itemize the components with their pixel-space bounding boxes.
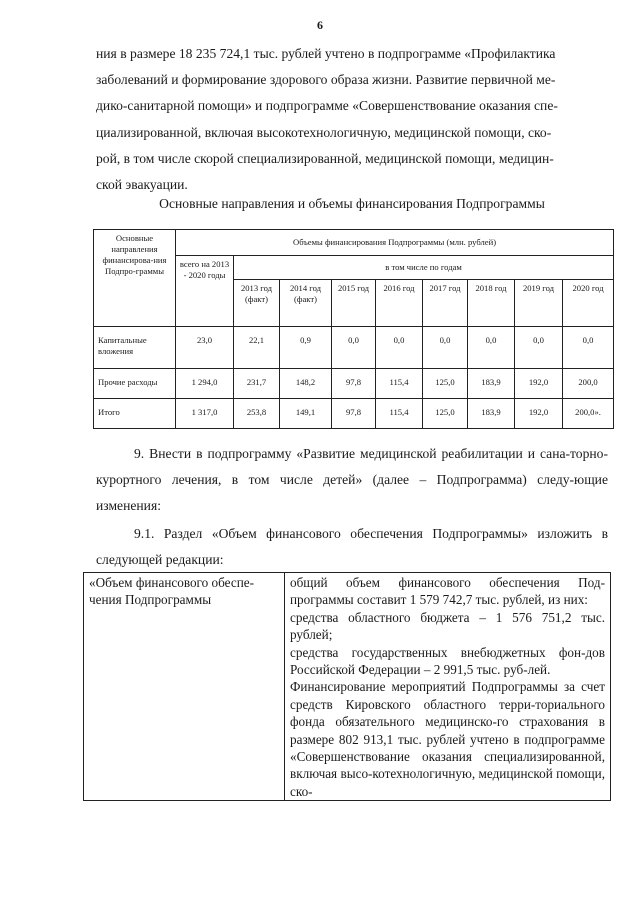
cell-value: 23,0 xyxy=(176,327,234,369)
year-header: 2016 год xyxy=(376,280,423,327)
volume-text-line: Финансирование мероприятий Подпрограммы за счет средств Кировского областного терри-ториального фонда обязательного медицинско-го страхования в размере 802 913,1 тыс. рублей учтено в подпрограмме «Совершенствование оказания специализированной, включая высо-котехнологичную, медицинской помощи, ско- xyxy=(290,679,605,799)
volume-label: «Объем финансового обеспе-чения Подпрограммы xyxy=(84,573,285,801)
cell-value: 125,0 xyxy=(423,369,468,399)
row-label: Прочие расходы xyxy=(94,369,176,399)
year-header: 2018 год xyxy=(468,280,515,327)
intro-line: циализированной, включая высокотехнологичную, медицинской помощи, ско- xyxy=(96,124,552,140)
year-header: 2015 год xyxy=(332,280,376,327)
volume-text-line: средства государственных внебюджетных фон-дов Российской Федерации – 2 991,5 тыс. руб-лей. xyxy=(290,644,605,678)
cell-value: 149,1 xyxy=(280,399,332,429)
cell-value: 1 294,0 xyxy=(176,369,234,399)
cell-value: 115,4 xyxy=(376,369,423,399)
intro-line: ской эвакуации. xyxy=(96,177,188,193)
volume-table-wrapper xyxy=(83,572,613,835)
col-header-volumes: Объемы финансирования Подпрограммы (млн. рублей) xyxy=(176,230,614,256)
cell-value: 231,7 xyxy=(234,369,280,399)
cell-value: 0,9 xyxy=(280,327,332,369)
intro-line: рой, в том числе скорой специализированной, медицинской помощи, медицин- xyxy=(96,150,554,166)
col-header-total: всего на 2013 - 2020 годы xyxy=(176,256,234,327)
cell-value: 0,0 xyxy=(515,327,563,369)
cell-value: 0,0 xyxy=(468,327,515,369)
year-header: 2014 год (факт) xyxy=(280,280,332,327)
row-label: Итого xyxy=(94,399,176,429)
year-header: 2020 год xyxy=(563,280,614,327)
cell-value: 0,0 xyxy=(563,327,614,369)
row-label: Капитальные вложения xyxy=(94,327,176,369)
cell-value: 115,4 xyxy=(376,399,423,429)
cell-value: 183,9 xyxy=(468,369,515,399)
intro-line: заболеваний и формирование здорового образа жизни. Развитие первичной ме- xyxy=(96,72,556,88)
cell-value: 0,0 xyxy=(376,327,423,369)
year-header: 2013 год (факт) xyxy=(234,280,280,327)
cell-value: 97,8 xyxy=(332,399,376,429)
cell-value: 0,0 xyxy=(332,327,376,369)
table-row xyxy=(94,369,614,399)
table-caption: Основные направления и объемы финансирования Подпрограммы xyxy=(159,196,545,211)
cell-value: 200,0». xyxy=(563,399,614,429)
cell-value: 1 317,0 xyxy=(176,399,234,429)
volume-table xyxy=(83,572,611,801)
intro-paragraph xyxy=(96,41,608,198)
cell-value: 253,8 xyxy=(234,399,280,429)
year-header: 2017 год xyxy=(423,280,468,327)
cell-value: 192,0 xyxy=(515,399,563,429)
year-header: 2019 год xyxy=(515,280,563,327)
paragraph-9: 9. Внести в подпрограмму «Развитие медицинской реабилитации и сана-торно-курортного лечения, в том числе детей» (далее – Подпрограмма) следу-ющие изменения: xyxy=(96,446,608,513)
page-number: 6 xyxy=(317,18,323,32)
cell-value: 183,9 xyxy=(468,399,515,429)
intro-line: дико-санитарной помощи» и подпрограмме «Совершенствование оказания спе- xyxy=(96,98,558,114)
cell-value: 192,0 xyxy=(515,369,563,399)
volume-text xyxy=(285,573,611,801)
cell-value: 200,0 xyxy=(563,369,614,399)
table-row xyxy=(94,327,614,369)
cell-value: 0,0 xyxy=(423,327,468,369)
col-header-by-years: в том числе по годам xyxy=(234,256,614,280)
intro-line: ния в размере 18 235 724,1 тыс. рублей учтено в подпрограмме «Профилактика xyxy=(96,46,556,61)
paragraph-9-1: 9.1. Раздел «Объем финансового обеспечения Подпрограммы» изложить в следующей редакции: xyxy=(96,526,608,567)
cell-value: 125,0 xyxy=(423,399,468,429)
financing-table xyxy=(93,229,614,429)
volume-text-line: общий объем финансового обеспечения Под-программы составит 1 579 742,7 тыс. рублей, из них: xyxy=(290,575,605,608)
table-row xyxy=(94,399,614,429)
cell-value: 22,1 xyxy=(234,327,280,369)
cell-value: 97,8 xyxy=(332,369,376,399)
volume-text-line: средства областного бюджета – 1 576 751,2 тыс. рублей; xyxy=(290,609,605,643)
cell-value: 148,2 xyxy=(280,369,332,399)
col-header-directions: Основные направления финансирова-ния Подпро-граммы xyxy=(94,230,176,327)
